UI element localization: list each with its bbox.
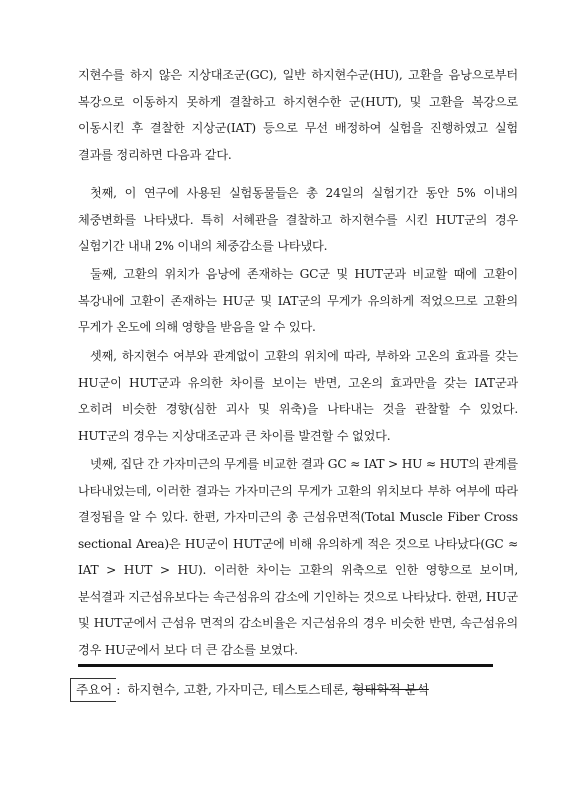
keywords-separator: : bbox=[116, 682, 121, 697]
summary-paragraph-intro: 지현수를 하지 않은 지상대조군(GC), 일반 하지현수군(HU), 고환을 음낭으로부터 복강으로 이동하지 못하게 결찰하고 하지현수한 군(HUT), 및 고환을 복강으로 이동시킨 후 결찰한 지상군(IAT) 등으로 무선 배정하여 실험을 진행하였고 실험 결과를 정리하면 다음과 같다. bbox=[78, 68, 518, 162]
keywords-struck-term: 형태학적 분석 bbox=[352, 682, 429, 697]
keywords-terms: 하지현수, 고환, 가자미근, 테스토스테론, bbox=[127, 682, 353, 697]
summary-paragraph-first: 첫째, 이 연구에 사용된 실험동물들은 총 24일의 실험기간 동안 5% 이내의 체중변화를 나타냈다. 특히 서혜관을 결찰하고 하지현수를 시킨 HUT군의 경우 실험기간 내내 2% 이내의 체중감소를 나타냈다. bbox=[78, 186, 518, 253]
summary-paragraph-second: 둘째, 고환의 위치가 음낭에 존재하는 GC군 및 HUT군과 비교할 때에 고환이 복강내에 고환이 존재하는 HU군 및 IAT군의 무게가 유의하게 적었으므로 고환의 무게가 온도에 의해 영향을 받음을 알 수 있다. bbox=[78, 267, 518, 334]
summary-paragraph-third: 셋째, 하지현수 여부와 관계없이 고환의 위치에 따라, 부하와 고온의 효과를 갖는 HU군이 HUT군과 유의한 차이를 보이는 반면, 고온의 효과만을 갖는 IAT군과 오히려 비슷한 경향(심한 괴사 및 위축)을 나타내는 것을 관찰할 수 있었다. HUT군의 경우는 지상대조군과 큰 차이를 발견할 수 없었다. bbox=[78, 349, 518, 443]
keywords-label: 주요어 bbox=[70, 678, 116, 702]
summary-paragraph-fourth: 넷째, 집단 간 가자미근의 무게를 비교한 결과 GC ≈ IAT > HU ≈ HUT의 관계를 나타내었는데, 이러한 결과는 가자미근의 무게가 고환의 위치보다 부하 여부에 따라 결정됨을 알 수 있다. 한편, 가자미근의 총 근섬유면적(Total Muscle Fiber Cross sectional Area)은 HU군이 HUT군에 비해 유의하게 적은 것으로 나타났다(GC ≈ IAT > HUT > HU). 이러한 차이는 고환의 위축으로 인한 영향으로 보이며, 분석결과 지근섬유보다는 속근섬유의 감소에 기인하는 것으로 나타났다. 한편, HU군 및 HUT군에서 근섬유 면적의 감소비율은 지근섬유의 경우 비슷한 반면, 속근섬유의 경우 HU군에서 보다 더 큰 감소를 보였다. bbox=[78, 457, 518, 657]
section-divider bbox=[78, 664, 493, 667]
keywords-line bbox=[70, 678, 429, 702]
